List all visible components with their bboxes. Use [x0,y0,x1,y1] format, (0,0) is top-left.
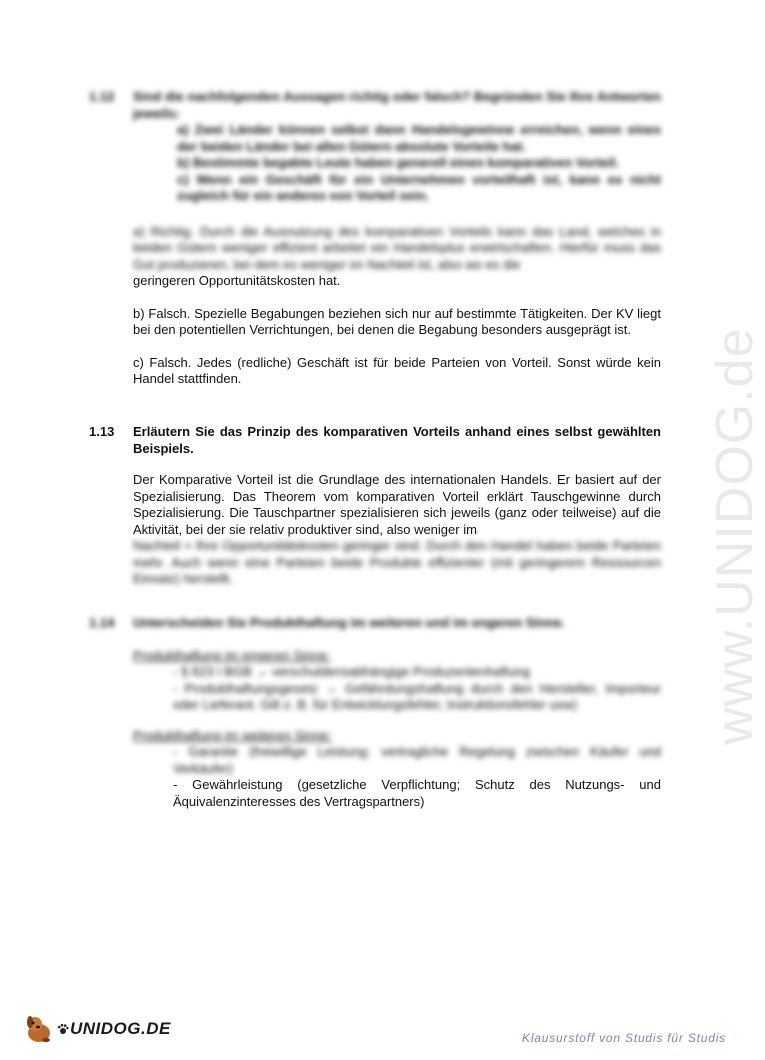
narrow-sense-label: Produkthaftung im engeren Sinne: [133,647,331,663]
question-text: Sind die nachfolgenden Aussagen richtig oder falsch? Begründen Sie Ihre Antworten jeweils: [133,89,661,121]
answer-blurred: Nachteil = Ihre Opportunitätskosten geringer sind. Durch den Handel haben beide Parteien mehr. Auch wenn eine Parteien beide Produkte effizienter (mit geringerem Ressourcen Einsatz) herstellt. [133,538,661,586]
footer-tagline: Klausurstoff von Studis für Studis [522,1031,726,1045]
question-1-12 [89,89,661,388]
question-1-14 [89,615,661,810]
statement-c: c) Wenn ein Geschäft für ein Unternehmen vorteilhaft ist, kann es nicht zugleich für ein anderes von Vorteil sein. [177,171,661,203]
statement-a: a) Zwei Länder können selbst dann Handelsgewinne erreichen, wenn eines der beiden Länder bei allen Gütern absolute Vorteile hat. [177,122,661,154]
statement-b: b) Bestimmte begabte Leute haben generell einen komparativen Vorteil. [177,155,619,170]
unidog-logo[interactable] [22,1012,171,1046]
watermark: www.UNIDOG.de [706,327,764,745]
question-text: Erläutern Sie das Prinzip des komparativen Vorteils anhand eines selbst gewählten Beispiels. [133,424,661,456]
narrow-item: - Produkthaftungsgesetz → Gefährdungshaftung durch den Hersteller, Importeur oder Lieferant. Gilt z. B. für Entwicklungsfehler, Instruktionsfehler usw) [173,680,661,712]
question-number: 1.12 [89,89,115,104]
answer-block [133,472,661,588]
answer-visible: Der Komparative Vorteil ist die Grundlage des internationalen Handels. Er basiert auf der Spezialisierung. Das Theorem vom komparativen Vorteil erklärt Tauschgewinne durch Spezialisierung. Die Tauschpartner spezialisieren sich jeweils (ganz oder teilweise) auf die Aktivität, bei der sie relativ produktiver sind, also weniger im [133,472,661,537]
answer-a-visible: geringeren Opportunitätskosten hat. [133,273,341,288]
wide-item-visible: - Gewährleistung (gesetzliche Verpflichtung; Schutz des Nutzungs- und Äquivalenzinteresses des Vertragspartners) [173,777,661,809]
answer-block [133,224,661,388]
question-1-13 [89,424,661,588]
question-number: 1.13 [89,424,115,439]
narrow-item: - § 823 I BGB → verschuldensabhängige Produzentenhaftung [173,664,531,679]
question-1-12-blurred-block [89,89,661,205]
wide-sense-label: Produkthaftung im weiteren Sinne: [133,727,332,743]
question-number: 1.14 [89,615,115,630]
statement-list [177,122,661,205]
question-text: Unterscheiden Sie Produkthaftung im weiteren und im engeren Sinne. [133,615,565,630]
answer-c: c) Falsch. Jedes (redliche) Geschäft ist für beide Parteien von Vorteil. Sonst würde kein Handel stattfinden. [133,354,661,386]
dog-icon [22,1012,56,1046]
wide-item-blurred: - Garantie (freiwillige Leistung; vertragliche Regelung zwischen Käufer und Verkäufer) [173,744,661,776]
answer-b: b) Falsch. Spezielle Begabungen beziehen sich nur auf bestimmte Tätigkeiten. Der KV liegt bei den potentiellen Verrichtungen, bei denen die Begabung besonders ausgeprägt ist. [133,305,661,337]
logo-text: UNIDOG.DE [70,1019,171,1038]
answer-a-blurred: a) Richtig. Durch die Ausnutzung des komparativen Vorteils kann das Land, welches in beiden Gütern weniger effizient arbeitet ein Handelsplus erwirtschaften. Hierfür muss das Gut produzieren, bei dem es weniger im Nachteil ist, also wo es die [133,223,661,272]
paw-icon [57,1023,69,1035]
question-1-14-blurred-block [89,615,661,777]
